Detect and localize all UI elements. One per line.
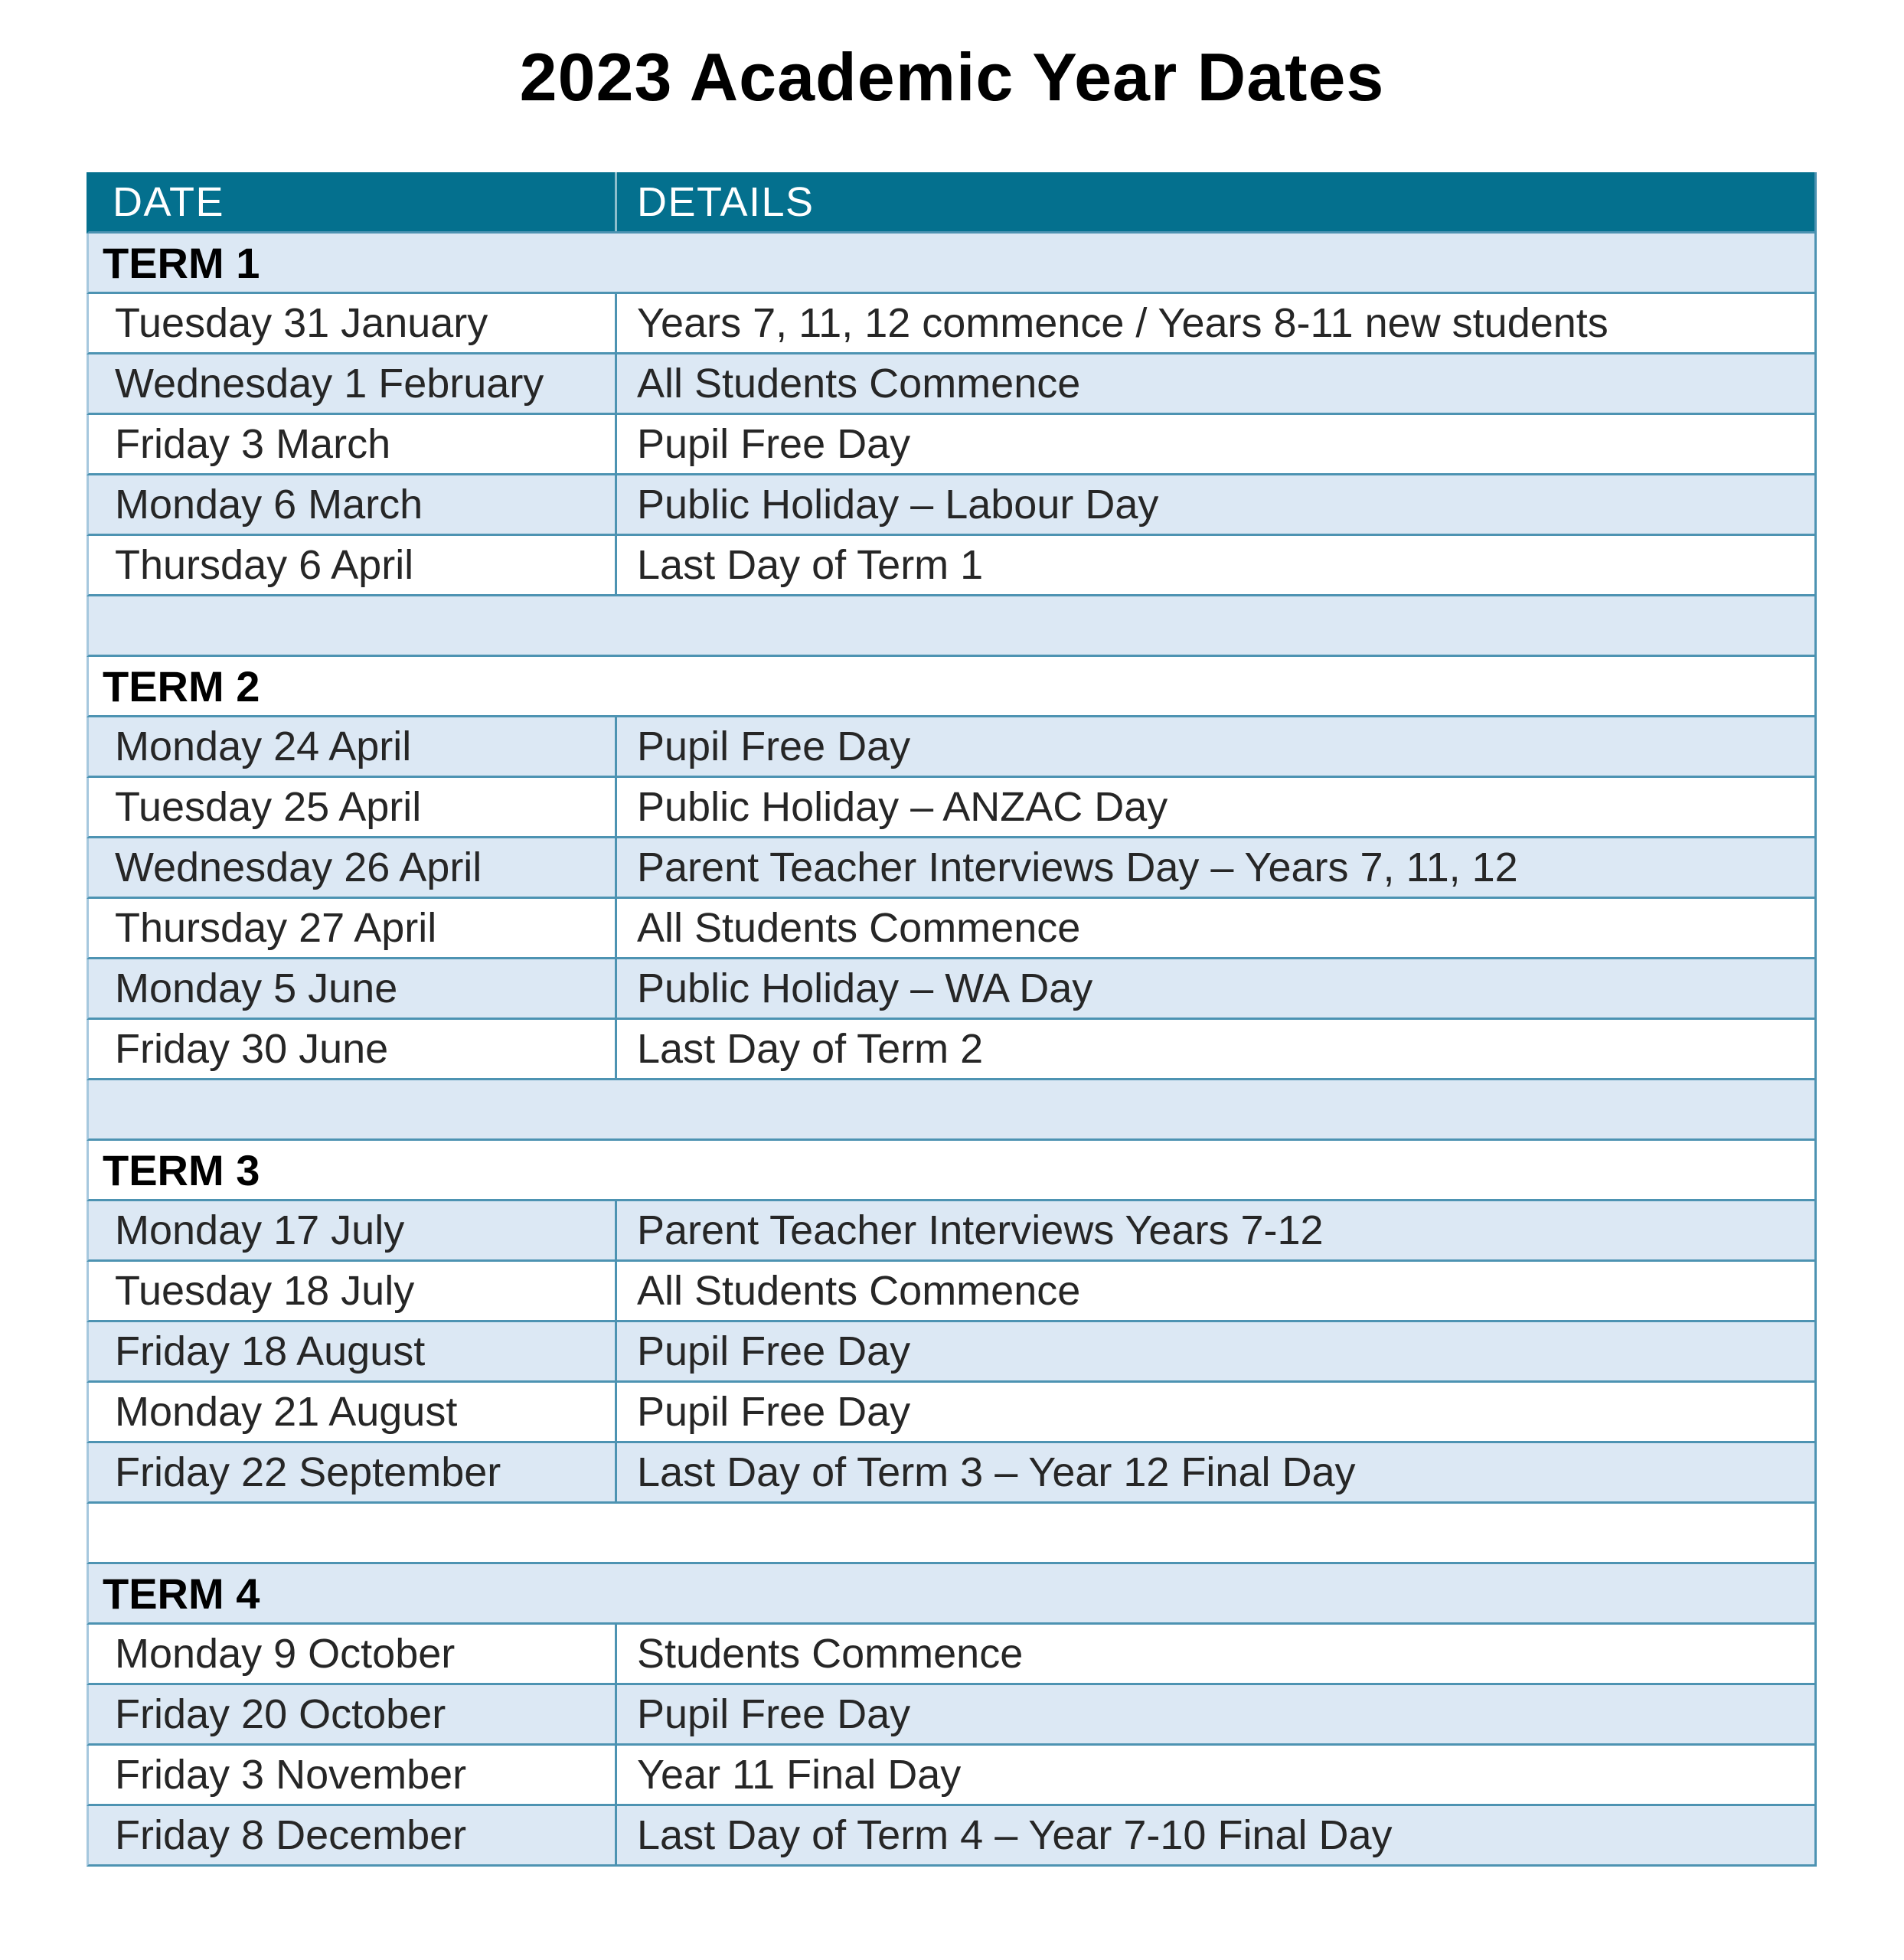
table-row (87, 415, 1814, 475)
academic-dates-table (87, 172, 1817, 1867)
date-cell: Monday 17 July (89, 1201, 617, 1259)
date-cell: Friday 22 September (89, 1443, 617, 1501)
date-cell: Tuesday 31 January (89, 294, 617, 352)
details-cell: Public Holiday – WA Day (637, 965, 1093, 1011)
table-row (87, 717, 1814, 778)
details-cell: Public Holiday – ANZAC Day (637, 784, 1168, 830)
spacer-row (87, 1504, 1814, 1564)
date-cell: Monday 6 March (89, 475, 617, 534)
date-cell: Wednesday 1 February (89, 354, 617, 413)
table-row (87, 294, 1814, 354)
table-row (87, 536, 1814, 596)
date-cell: Friday 8 December (89, 1806, 617, 1864)
term-header-row (87, 657, 1814, 717)
table-row (87, 1806, 1814, 1867)
details-cell: Public Holiday – Labour Day (637, 482, 1159, 528)
date-cell: Friday 18 August (89, 1322, 617, 1380)
term-header-row (87, 1564, 1814, 1625)
details-cell: Pupil Free Day (637, 421, 911, 467)
term-header-row (87, 234, 1814, 294)
details-cell: Last Day of Term 4 – Year 7-10 Final Day (637, 1812, 1393, 1858)
details-cell: Last Day of Term 2 (637, 1026, 984, 1072)
page-title: 2023 Academic Year Dates (519, 39, 1385, 115)
term-header-row (87, 1141, 1814, 1201)
table-row (87, 1685, 1814, 1746)
spacer-row (87, 596, 1814, 657)
date-cell: Friday 20 October (89, 1685, 617, 1743)
table-row (87, 1020, 1814, 1080)
date-cell: Monday 21 August (89, 1383, 617, 1441)
date-cell: Friday 3 November (89, 1746, 617, 1804)
date-cell: Friday 30 June (89, 1020, 617, 1078)
date-cell: Monday 9 October (89, 1625, 617, 1683)
table-row (87, 959, 1814, 1020)
table-row (87, 778, 1814, 838)
table-row (87, 1383, 1814, 1443)
table-row (87, 1625, 1814, 1685)
details-cell: Pupil Free Day (637, 1691, 911, 1737)
term-label: TERM 3 (103, 1145, 260, 1194)
details-cell: Year 11 Final Day (637, 1752, 962, 1798)
table-row (87, 899, 1814, 959)
date-cell: Monday 24 April (89, 717, 617, 776)
date-cell: Friday 3 March (89, 415, 617, 473)
term-label: TERM 4 (103, 1569, 260, 1618)
date-cell: Wednesday 26 April (89, 838, 617, 897)
details-cell: All Students Commence (637, 361, 1081, 407)
details-cell: Last Day of Term 3 – Year 12 Final Day (637, 1449, 1356, 1495)
table-row (87, 1201, 1814, 1262)
table-header-row (87, 172, 1814, 234)
date-cell: Tuesday 25 April (89, 778, 617, 836)
details-cell: Pupil Free Day (637, 1389, 911, 1435)
table-row (87, 1443, 1814, 1504)
details-cell: Years 7, 11, 12 commence / Years 8-11 new students (637, 300, 1608, 346)
table-row (87, 1262, 1814, 1322)
date-cell: Tuesday 18 July (89, 1262, 617, 1320)
details-cell: Pupil Free Day (637, 1328, 911, 1374)
table-row (87, 354, 1814, 415)
term-label: TERM 2 (103, 662, 260, 710)
details-cell: Parent Teacher Interviews Years 7-12 (637, 1207, 1324, 1253)
details-cell: Last Day of Term 1 (637, 542, 984, 588)
column-header-details: DETAILS (637, 178, 815, 225)
table-row (87, 838, 1814, 899)
details-cell: All Students Commence (637, 1268, 1081, 1314)
details-cell: Students Commence (637, 1631, 1024, 1677)
table-row (87, 1746, 1814, 1806)
date-cell: Thursday 27 April (89, 899, 617, 957)
date-cell: Monday 5 June (89, 959, 617, 1018)
term-label: TERM 1 (103, 238, 260, 287)
table-body (87, 234, 1814, 1867)
details-cell: All Students Commence (637, 905, 1081, 951)
table-row (87, 1322, 1814, 1383)
column-header-date: DATE (89, 172, 617, 231)
date-cell: Thursday 6 April (89, 536, 617, 594)
table-row (87, 475, 1814, 536)
details-cell: Pupil Free Day (637, 724, 911, 769)
details-cell: Parent Teacher Interviews Day – Years 7, 11, 12 (637, 844, 1518, 890)
spacer-row (87, 1080, 1814, 1141)
